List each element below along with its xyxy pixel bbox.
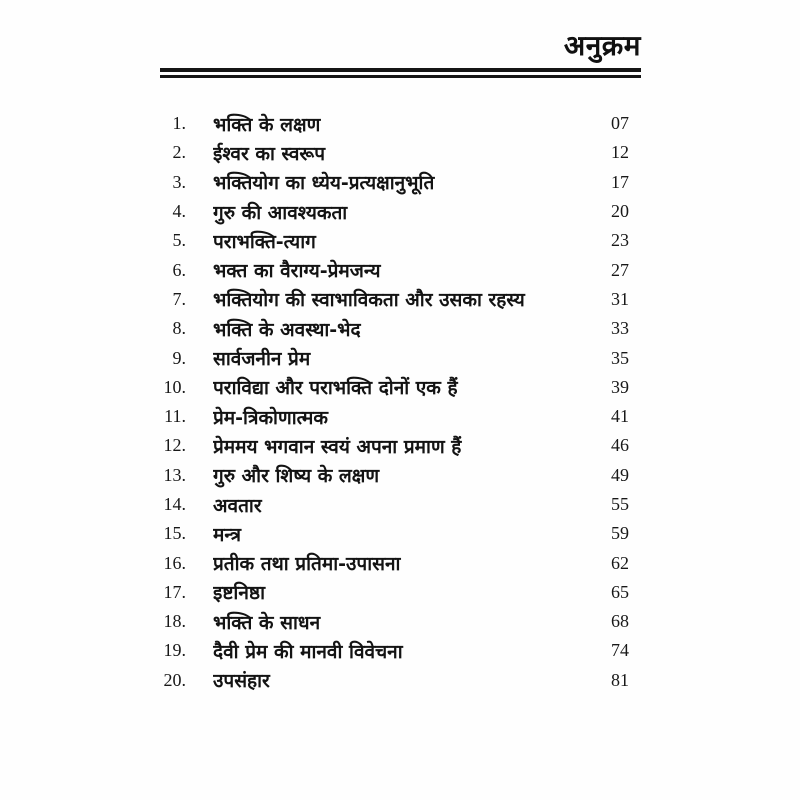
toc-entry bbox=[160, 255, 641, 284]
toc-entry bbox=[160, 343, 641, 372]
entry-page-number: 65 bbox=[611, 581, 629, 602]
toc-list bbox=[160, 109, 641, 695]
entry-page-number: 12 bbox=[611, 142, 629, 163]
entry-title: प्रतीक तथा प्रतिमा-उपासना bbox=[213, 553, 401, 576]
entry-number: 6. bbox=[172, 259, 186, 280]
entry-number: 5. bbox=[172, 230, 186, 251]
entry-page-number: 49 bbox=[611, 464, 629, 485]
toc-entry bbox=[160, 197, 641, 226]
entry-title: मन्त्र bbox=[213, 523, 242, 546]
entry-page-number: 81 bbox=[611, 669, 629, 690]
entry-number: 17. bbox=[163, 581, 186, 602]
entry-title: गुरु की आवश्यकता bbox=[213, 201, 348, 224]
toc-entry bbox=[160, 490, 641, 519]
entry-title: इष्टनिष्ठा bbox=[213, 582, 266, 605]
entry-number: 13. bbox=[163, 464, 186, 485]
entry-title: गुरु और शिष्य के लक्षण bbox=[213, 465, 380, 488]
toc-entry bbox=[160, 548, 641, 577]
entry-title: सार्वजनीन प्रेम bbox=[213, 348, 311, 371]
entry-number: 10. bbox=[163, 376, 186, 397]
toc-entry bbox=[160, 636, 641, 665]
entry-title: उपसंहार bbox=[213, 670, 270, 693]
entry-number: 14. bbox=[163, 494, 186, 514]
entry-number: 8. bbox=[172, 318, 186, 339]
toc-entry bbox=[160, 607, 641, 636]
entry-title: भक्ति के लक्षण bbox=[213, 113, 321, 136]
toc-entry bbox=[160, 226, 641, 255]
toc-entry bbox=[160, 314, 641, 343]
entry-number: 2. bbox=[172, 142, 186, 163]
entry-number: 7. bbox=[172, 288, 186, 309]
entry-title: पराविद्या और पराभक्ति दोनों एक हैं bbox=[213, 377, 458, 400]
entry-page-number: 74 bbox=[611, 640, 629, 661]
entry-title: पराभक्ति-त्याग bbox=[213, 230, 316, 253]
entry-page-number: 59 bbox=[611, 523, 629, 544]
entry-number: 9. bbox=[172, 347, 186, 368]
entry-page-number: 27 bbox=[611, 259, 629, 280]
entry-page-number: 17 bbox=[611, 171, 629, 192]
entry-title: भक्तियोग की स्वाभाविकता और उसका रहस्य bbox=[213, 289, 525, 312]
entry-number: 20. bbox=[163, 669, 186, 690]
toc-entry bbox=[160, 373, 641, 402]
entry-page-number: 07 bbox=[611, 113, 629, 134]
entry-title: भक्ति के अवस्था-भेद bbox=[213, 318, 361, 341]
toc-entry bbox=[160, 578, 641, 607]
entry-page-number: 23 bbox=[611, 230, 629, 251]
entry-page-number: 39 bbox=[611, 376, 629, 397]
entry-page-number: 33 bbox=[611, 318, 629, 339]
toc-entry bbox=[160, 431, 641, 460]
page-content bbox=[160, 0, 641, 695]
entry-page-number: 46 bbox=[611, 435, 629, 456]
entry-page-number: 62 bbox=[611, 552, 629, 573]
entry-page-number: 20 bbox=[611, 201, 629, 222]
entry-title: भक्ति के साधन bbox=[213, 611, 321, 634]
entry-number: 4. bbox=[172, 201, 186, 222]
entry-title: भक्त का वैराग्य-प्रेमजन्य bbox=[213, 260, 381, 283]
entry-page-number: 35 bbox=[611, 347, 629, 368]
toc-entry bbox=[160, 461, 641, 490]
entry-title: अवतार bbox=[213, 494, 262, 517]
entry-title: प्रेम-त्रिकोणात्मक bbox=[213, 406, 328, 429]
toc-entry bbox=[160, 285, 641, 314]
entry-number: 16. bbox=[163, 552, 186, 573]
entry-number: 12. bbox=[163, 435, 186, 456]
entry-page-number: 68 bbox=[611, 611, 629, 632]
toc-entry bbox=[160, 666, 641, 695]
toc-entry bbox=[160, 168, 641, 197]
entry-number: 15. bbox=[163, 523, 186, 544]
entry-number: 18. bbox=[163, 611, 186, 632]
entry-page-number: 55 bbox=[611, 494, 629, 514]
entry-page-number: 31 bbox=[611, 288, 629, 309]
page-title: अनुक्रम bbox=[563, 29, 641, 62]
toc-entry bbox=[160, 519, 641, 548]
entry-page-number: 41 bbox=[611, 406, 629, 427]
entry-number: 3. bbox=[172, 171, 186, 192]
entry-title: प्रेममय भगवान स्वयं अपना प्रमाण हैं bbox=[213, 435, 462, 458]
entry-number: 19. bbox=[163, 640, 186, 661]
toc-entry bbox=[160, 402, 641, 431]
toc-entry bbox=[160, 138, 641, 167]
entry-title: भक्तियोग का ध्येय-प्रत्यक्षानुभूति bbox=[213, 172, 435, 195]
toc-entry bbox=[160, 109, 641, 138]
entry-title: ईश्वर का स्वरूप bbox=[213, 142, 325, 165]
entry-title: दैवी प्रेम की मानवी विवेचना bbox=[213, 640, 403, 663]
entry-number: 11. bbox=[164, 406, 186, 427]
entry-number: 1. bbox=[172, 113, 186, 134]
header-divider-rule bbox=[160, 68, 641, 78]
